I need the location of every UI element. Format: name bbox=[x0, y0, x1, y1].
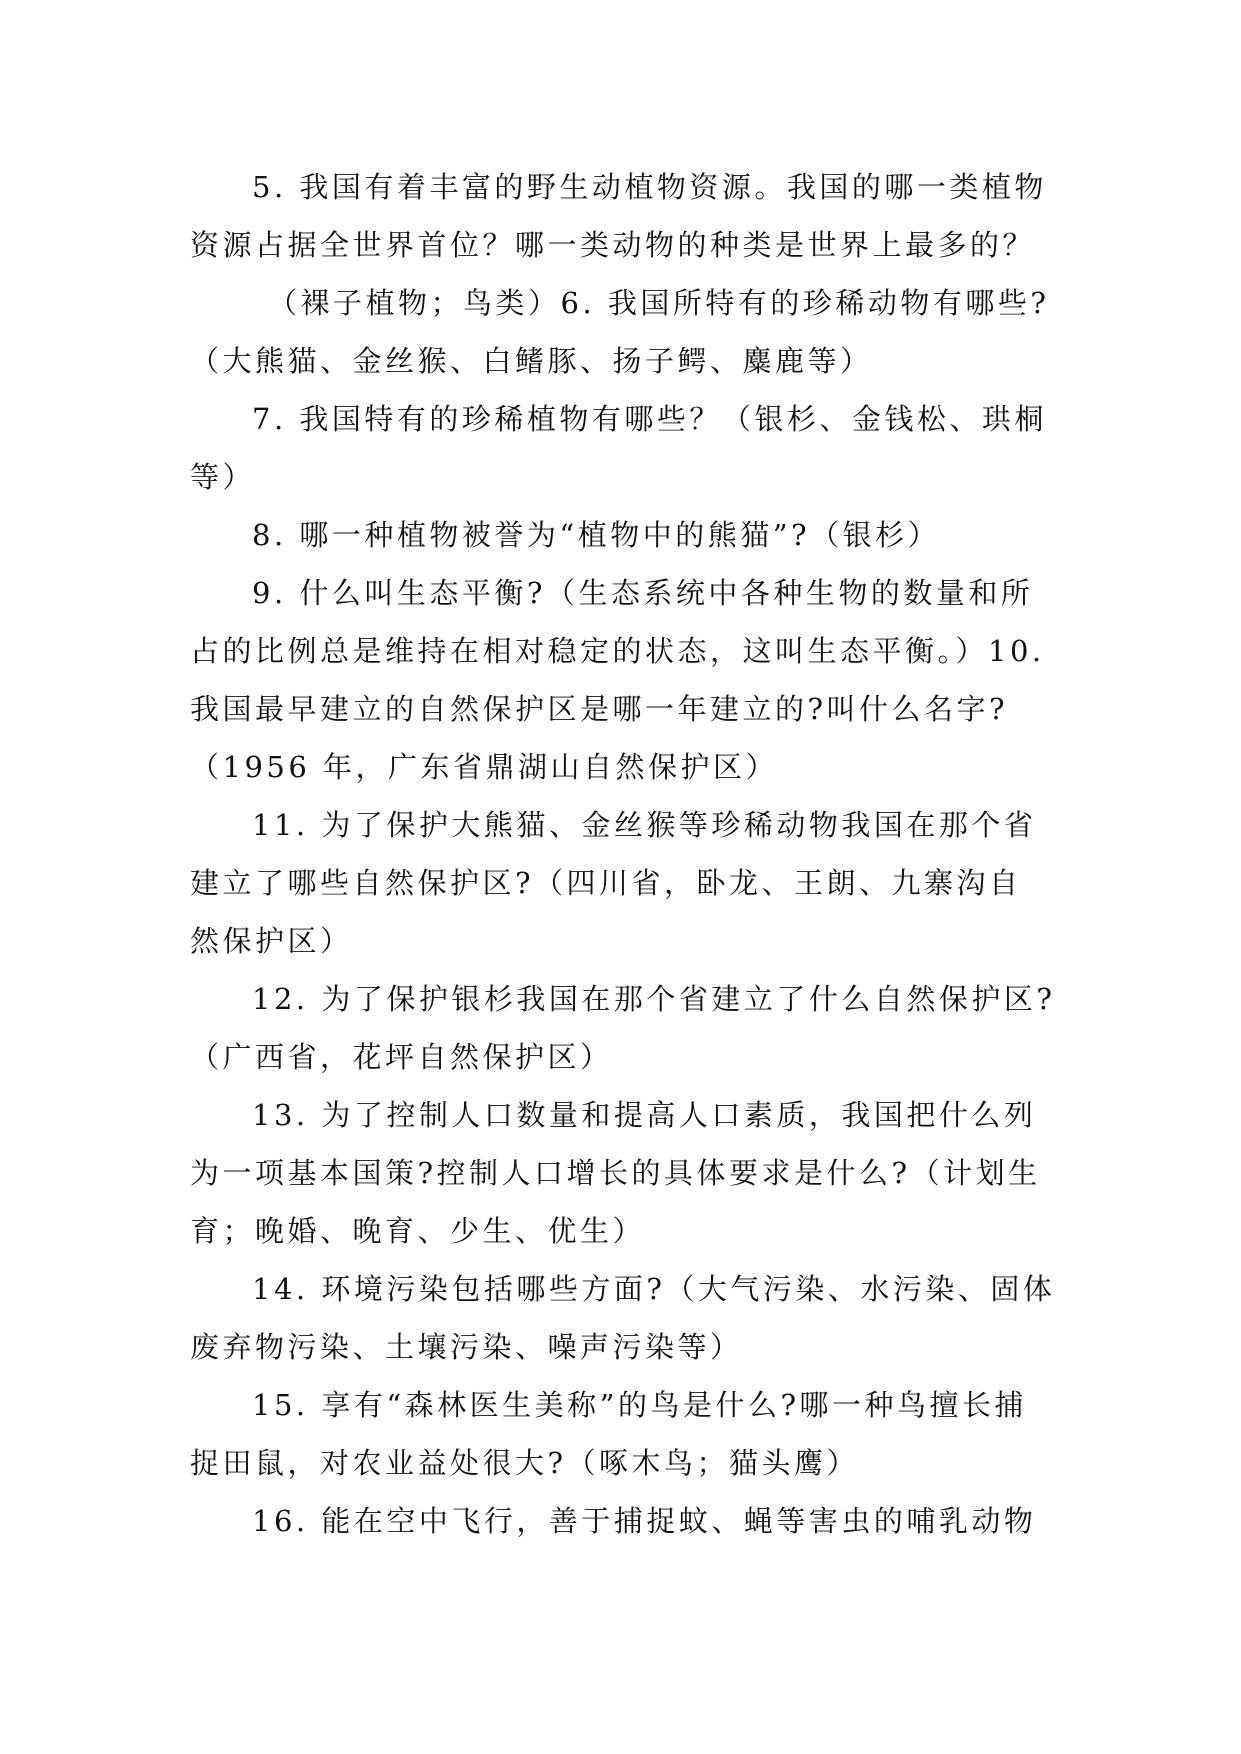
text-line: （大熊猫、金丝猴、白鳍豚、扬子鳄、麋鹿等） bbox=[190, 344, 873, 378]
text-line-q13: 13. 为了控制人口数量和提高人口素质，我国把什么列 bbox=[252, 1098, 1037, 1132]
text-line-q15: 15. 享有“森林医生美称”的鸟是什么?哪一种鸟擅长捕 bbox=[252, 1388, 1028, 1422]
text-line-q8: 8. 哪一种植物被誉为“植物中的熊猫”?（银杉） bbox=[252, 518, 941, 552]
text-line-q14: 14. 环境污染包括哪些方面?（大气污染、水污染、固体 bbox=[252, 1272, 1056, 1306]
text-line-q10: 我国最早建立的自然保护区是哪一年建立的?叫什么名字? bbox=[190, 692, 1009, 726]
text-line-q11: 11. 为了保护大熊猫、金丝猴等珍稀动物我国在那个省 bbox=[252, 808, 1037, 842]
text-line: 废弃物污染、土壤污染、噪声污染等） bbox=[190, 1330, 743, 1364]
text-line: 育；晚婚、晚育、少生、优生） bbox=[190, 1214, 646, 1248]
text-line: 为一项基本国策?控制人口增长的具体要求是什么?（计划生 bbox=[190, 1156, 1041, 1190]
text-line: 建立了哪些自然保护区?（四川省，卧龙、王朗、九寨沟自 bbox=[190, 866, 1022, 900]
text-line-q7: 7. 我国特有的珍稀植物有哪些？（银杉、金钱松、珙桐 bbox=[252, 402, 1047, 436]
text-line: 占的比例总是维持在相对稳定的状态，这叫生态平衡。）10. bbox=[190, 634, 1045, 668]
document-body bbox=[190, 158, 1056, 1550]
text-line: （1956 年，广东省鼎湖山自然保护区） bbox=[190, 750, 779, 784]
text-line-q12: 12. 为了保护银杉我国在那个省建立了什么自然保护区? bbox=[252, 982, 1056, 1016]
text-line: 捉田鼠，对农业益处很大?（啄木鸟；猫头鹰） bbox=[190, 1446, 860, 1480]
text-line: 然保护区） bbox=[190, 924, 353, 958]
text-line-q9: 9. 什么叫生态平衡?（生态系统中各种生物的数量和所 bbox=[252, 576, 1034, 610]
text-line: 资源占据全世界首位？哪一类动物的种类是世界上最多的？ bbox=[190, 228, 1036, 262]
text-line-q16: 16. 能在空中飞行，善于捕捉蚊、蝇等害虫的哺乳动物 bbox=[252, 1504, 1037, 1538]
text-line: （广西省，花坪自然保护区） bbox=[190, 1040, 613, 1074]
text-line-q5: 5. 我国有着丰富的野生动植物资源。我国的哪一类植物 bbox=[252, 170, 1047, 204]
text-line: 等） bbox=[190, 460, 256, 494]
text-line-q6: （裸子植物；鸟类）6. 我国所特有的珍稀动物有哪些? bbox=[268, 286, 1050, 320]
